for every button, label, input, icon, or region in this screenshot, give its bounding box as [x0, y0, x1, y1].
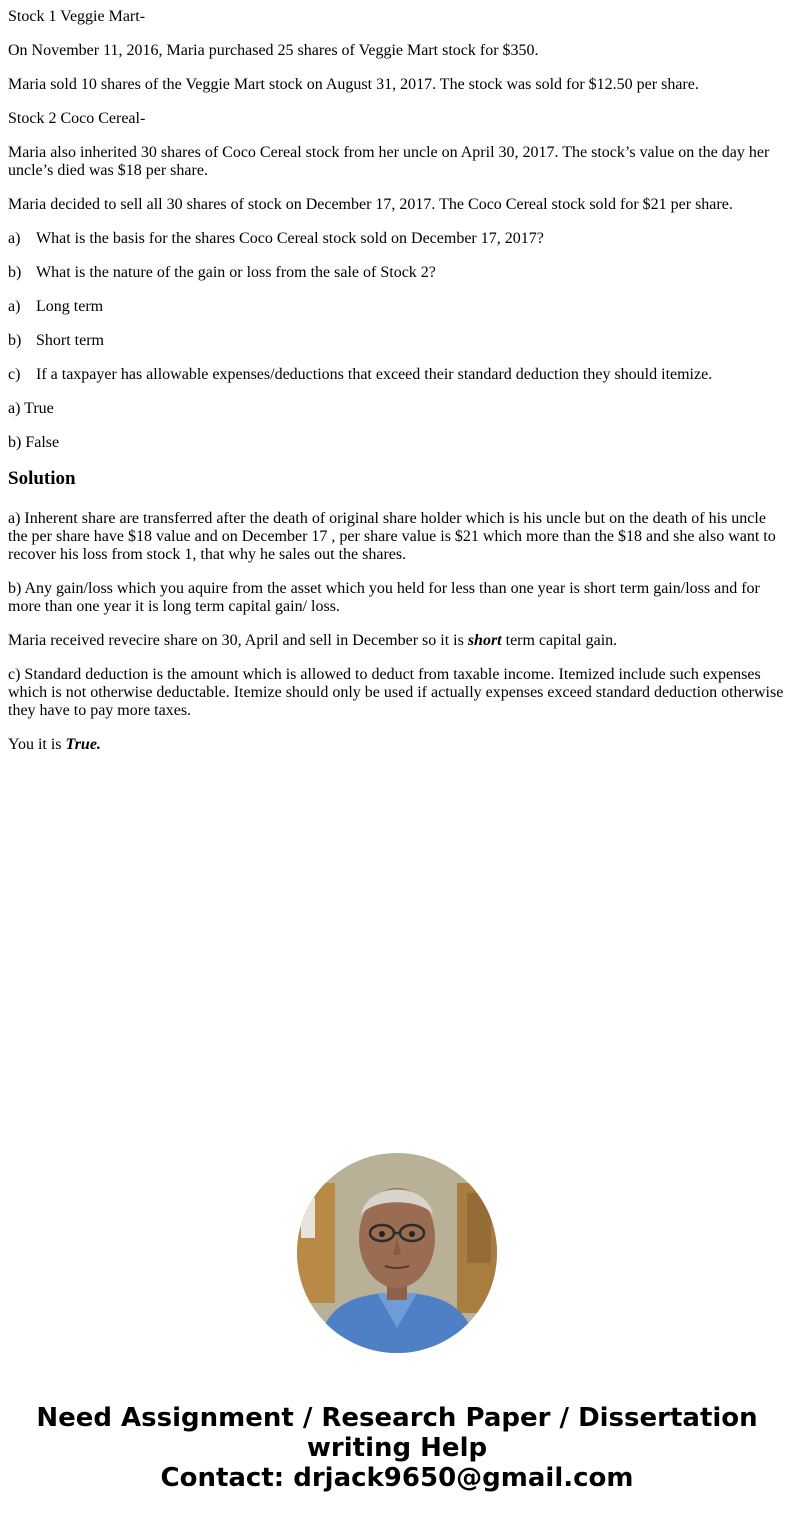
question-marker: a): [8, 298, 21, 315]
option-true: a) True: [8, 400, 54, 417]
option-false: b) False: [8, 434, 60, 451]
solution-part-a: a) Inherent share are transferred after the death of original share holder which is his uncle but on the death of his uncle the per share have $18 value and on December 17 , per share value is $21 which more than the $18 and she also want to recover his loss from stock 1, that why he sales out the shares.: [8, 510, 776, 563]
solution-heading: Solution: [8, 468, 76, 489]
question-marker: b): [8, 264, 22, 281]
question-text: If a taxpayer has allowable expenses/deductions that exceed their standard deduction they should itemize.: [36, 366, 713, 383]
stock2-title: Stock 2 Coco Cereal-: [8, 110, 146, 127]
question-text: What is the nature of the gain or loss from the sale of Stock 2?: [36, 264, 436, 281]
conclusion-text: term capital gain.: [501, 632, 618, 649]
solution-part-c: c) Standard deduction is the amount which is allowed to deduct from taxable income. Itemized include such expenses which is not otherwise deductable. Itemize should only be used if actually expenses exceed standard deduction otherwise they have to pay more taxes.: [8, 666, 784, 719]
document-body: [8, 8, 786, 770]
person-portrait-icon: [297, 1153, 497, 1353]
stock1-purchase: On November 11, 2016, Maria purchased 25 shares of Veggie Mart stock for $350.: [8, 42, 539, 59]
emphasis-short: short: [467, 632, 502, 649]
question-text: What is the basis for the shares Coco Cereal stock sold on December 17, 2017?: [36, 230, 544, 247]
promo-line-1: Need Assignment / Research Paper / Dissertation: [36, 1403, 758, 1433]
question-item: [8, 230, 786, 248]
question-text: Long term: [36, 298, 104, 315]
question-marker: c): [8, 366, 21, 383]
emphasis-true: True.: [65, 736, 101, 753]
conclusion-text: Maria received revecire share on 30, April and sell in December so it is: [8, 632, 468, 649]
promo-contact: Contact: drjack9650@gmail.com: [160, 1463, 634, 1493]
solution-part-c-conclusion: [8, 736, 786, 754]
stock2-sale: Maria decided to sell all 30 shares of stock on December 17, 2017. The Coco Cereal stock sold for $21 per share.: [8, 196, 733, 213]
question-item: [8, 332, 786, 350]
question-marker: b): [8, 332, 22, 349]
promo-line-2: writing Help: [306, 1433, 488, 1463]
question-item: [8, 298, 786, 316]
question-item: [8, 264, 786, 282]
question-text: Short term: [36, 332, 104, 349]
question-marker: a): [8, 230, 21, 247]
solution-part-b-conclusion: [8, 632, 786, 650]
question-item: [8, 366, 786, 384]
stock1-title: Stock 1 Veggie Mart-: [8, 8, 146, 25]
conclusion-text: You it is: [8, 736, 66, 753]
solution-part-b: b) Any gain/loss which you aquire from the asset which you held for less than one year is short term gain/loss and for more than one year it is long term capital gain/ loss.: [8, 580, 760, 615]
stock1-sale: Maria sold 10 shares of the Veggie Mart stock on August 31, 2017. The stock was sold for $12.50 per share.: [8, 76, 699, 93]
promo-banner: [0, 1403, 794, 1493]
stock2-inherit: Maria also inherited 30 shares of Coco Cereal stock from her uncle on April 30, 2017. The stock’s value on the day her uncle’s died was $18 per share.: [8, 144, 770, 179]
